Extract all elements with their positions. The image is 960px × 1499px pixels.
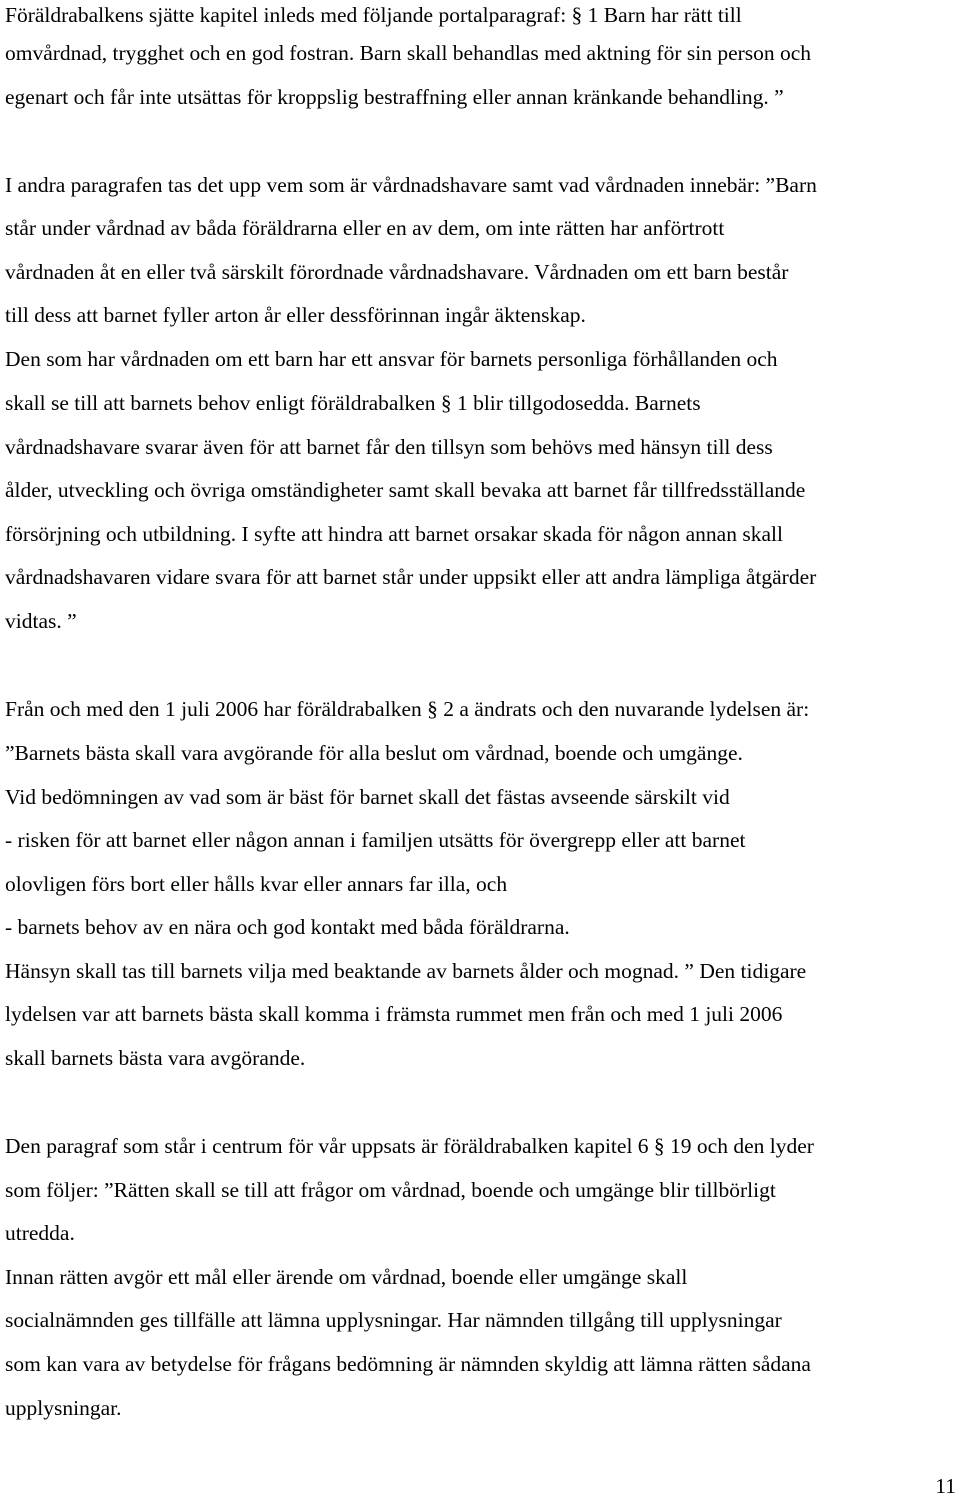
text-line: ålder, utveckling och övriga omständigheter samt skall bevaka att barnet får tillfredsställande — [5, 478, 806, 502]
text-line: socialnämnden ges tillfälle att lämna upplysningar. Har nämnden tillgång till upplysningar — [5, 1308, 782, 1332]
text-line: olovligen förs bort eller hålls kvar eller annars far illa, och — [5, 872, 508, 896]
text-line: vårdnaden åt en eller två särskilt förordnade vårdnadshavare. Vårdnaden om ett barn består — [5, 260, 789, 284]
text-line: skall se till att barnets behov enligt föräldrabalken § 1 blir tillgodosedda. Barnets — [5, 391, 701, 415]
text-line: står under vårdnad av båda föräldrarna eller en av dem, om inte rätten har anförtrott — [5, 216, 725, 240]
text-line: som kan vara av betydelse för frågans bedömning är nämnden skyldig att lämna rätten sådana — [5, 1352, 811, 1376]
text-line: lydelsen var att barnets bästa skall komma i främsta rummet men från och med 1 juli 2006 — [5, 1002, 783, 1026]
text-line: Innan rätten avgör ett mål eller ärende om vårdnad, boende eller umgänge skall — [5, 1265, 688, 1289]
text-line: ”Barnets bästa skall vara avgörande för alla beslut om vårdnad, boende och umgänge. — [5, 741, 743, 765]
text-line: som följer: ”Rätten skall se till att frågor om vårdnad, boende och umgänge blir tillbörligt — [5, 1178, 776, 1202]
text-line: försörjning och utbildning. I syfte att hindra att barnet orsakar skada för någon annan skall — [5, 522, 783, 546]
text-line: till dess att barnet fyller arton år eller dessförinnan ingår äktenskap. — [5, 303, 586, 327]
text-line: vårdnadshavare svarar även för att barnet får den tillsyn som behövs med hänsyn till dess — [5, 435, 773, 459]
text-line: Den som har vårdnaden om ett barn har ett ansvar för barnets personliga förhållanden och — [5, 347, 778, 371]
text-line: Den paragraf som står i centrum för vår uppsats är föräldrabalken kapitel 6 § 19 och den lyder — [5, 1134, 814, 1158]
text-line: Hänsyn skall tas till barnets vilja med beaktande av barnets ålder och mognad. ” Den tidigare — [5, 959, 807, 983]
text-line: vidtas. ” — [5, 609, 77, 633]
text-line: I andra paragrafen tas det upp vem som är vårdnadshavare samt vad vårdnaden innebär: ”Barn — [5, 173, 817, 197]
text-line: - barnets behov av en nära och god kontakt med båda föräldrarna. — [5, 915, 570, 939]
text-line: - risken för att barnet eller någon annan i familjen utsätts för övergrepp eller att barnet — [5, 828, 746, 852]
text-line: egenart och får inte utsättas för kroppslig bestraffning eller annan kränkande behandling. ” — [5, 85, 784, 109]
text-line: Föräldrabalkens sjätte kapitel inleds med följande portalparagraf: § 1 Barn har rätt till — [5, 3, 742, 27]
text-line: utredda. — [5, 1221, 75, 1245]
text-line: upplysningar. — [5, 1396, 122, 1420]
text-line: omvårdnad, trygghet och en god fostran. Barn skall behandlas med aktning för sin person och — [5, 41, 812, 65]
text-line: Från och med den 1 juli 2006 har föräldrabalken § 2 a ändrats och den nuvarande lydelsen är: — [5, 697, 810, 721]
page-number: 11 — [935, 1474, 956, 1498]
text-line: vårdnadshavaren vidare svara för att barnet står under uppsikt eller att andra lämpliga åtgärder — [5, 565, 817, 589]
text-line: skall barnets bästa vara avgörande. — [5, 1046, 306, 1070]
text-line: Vid bedömningen av vad som är bäst för barnet skall det fästas avseende särskilt vid — [5, 785, 730, 809]
